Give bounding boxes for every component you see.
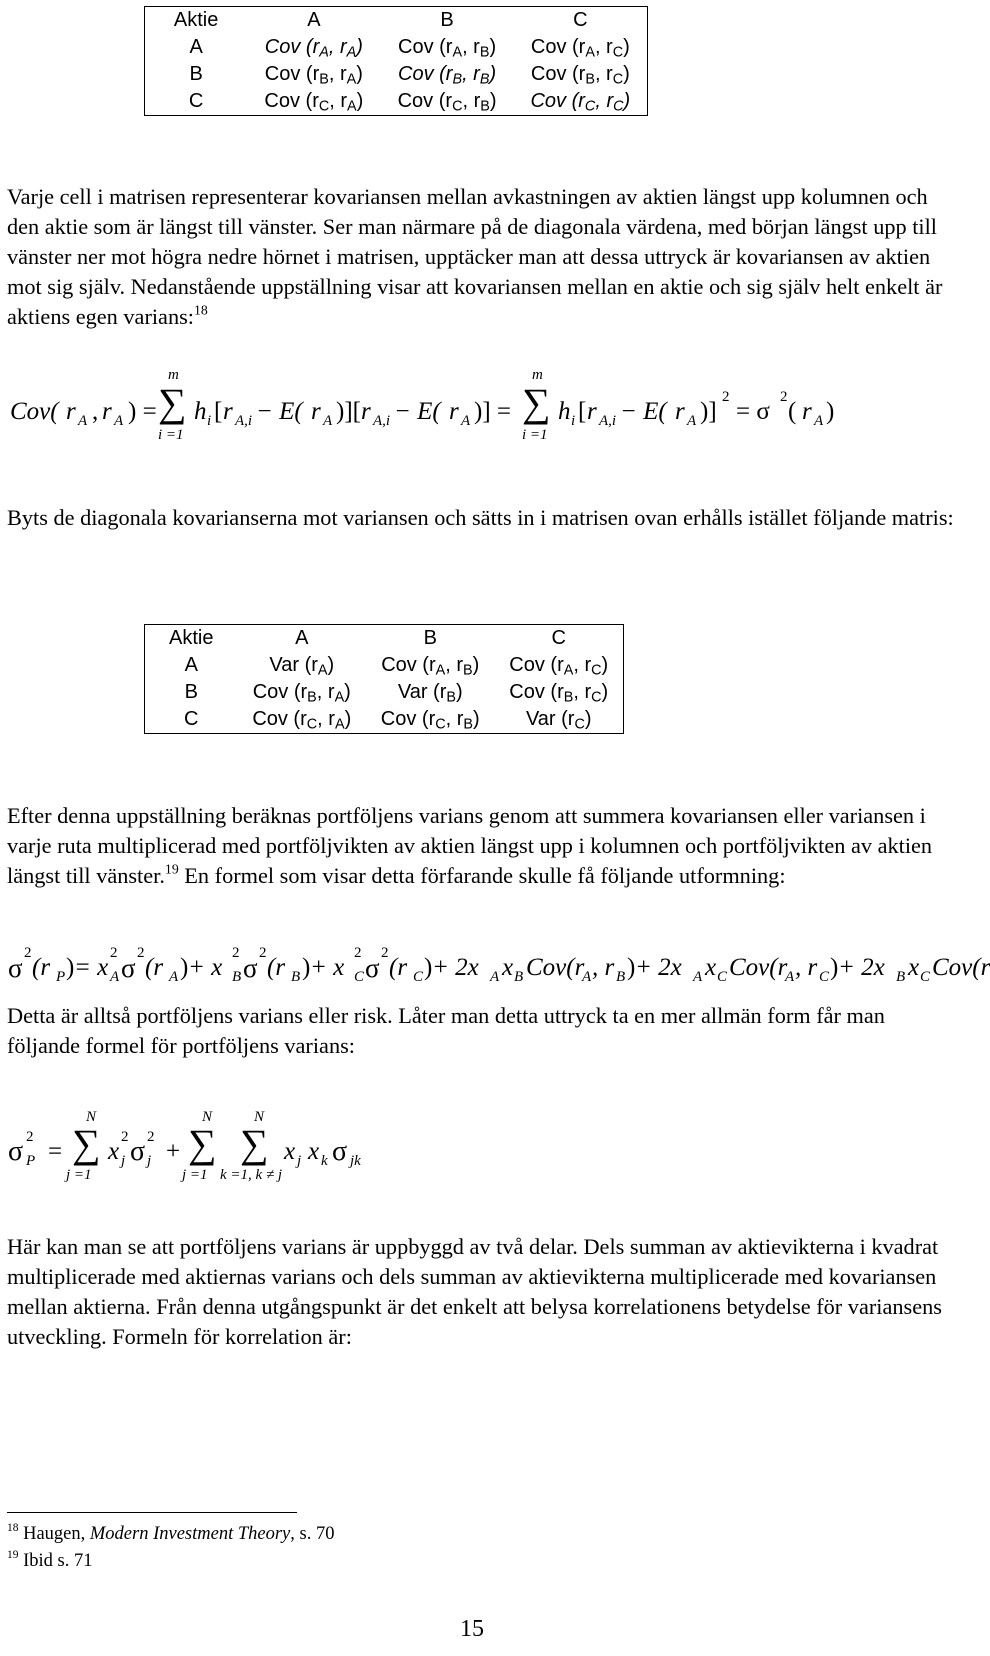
- variance-matrix-table: [144, 624, 624, 734]
- row-label: B: [184, 681, 198, 703]
- table-cell: Cov ($r_B$, $r_A$): [264, 63, 363, 88]
- table-cell: Cov ($r_B$, $r_C$): [530, 63, 630, 88]
- row-label: C: [188, 90, 204, 112]
- table-cell: Cov ($r_A$, $r_C$): [509, 654, 609, 679]
- footnote-ref: 19: [164, 861, 179, 877]
- table-row: [145, 34, 648, 61]
- row-label: A: [184, 654, 198, 676]
- header-cell: Aktie: [169, 627, 214, 649]
- footnote: $^{18}$ Haugen, Modern Investment Theory, s. 70: [7, 1521, 335, 1544]
- header-cell: Aktie: [173, 9, 219, 31]
- row-label: A: [189, 36, 203, 58]
- sum-icon: ∑: [240, 1121, 269, 1166]
- header-cell: B: [440, 9, 454, 31]
- header-cell: A: [307, 9, 321, 31]
- footnote-ref: 18: [193, 302, 208, 318]
- body-paragraph: Här kan man se att portföljens varians är uppbyggd av två delar. Dels summan av aktievikterna i kvadrat multiplicerade med aktiernas varians och dels summan av aktievikterna multiplicerade med kovariansen mellan aktierna. Från denna utgångspunkt är det enkelt att belysa korrelationens betydelse för variansens utveckling. Formeln för korrelation är:: [7, 1234, 942, 1349]
- table-cell: Cov ($r_A$, $r_B$): [381, 654, 480, 679]
- page-number: 15: [460, 1616, 484, 1642]
- table-cell: Cov ($r_A$, $r_B$): [398, 36, 497, 61]
- table-row: [145, 61, 648, 88]
- table-cell: Var $(r_C)$: [525, 708, 592, 733]
- table-row: [145, 706, 624, 734]
- footnote: $^{19}$ Ibid s. 71: [7, 1548, 93, 1571]
- table-cell: Cov ($r_B$, $r_B$): [398, 63, 497, 88]
- body-paragraph: Detta är alltså portföljens varians eller risk. Låter man detta uttryck ta en mer allmän form får man följande formel för portföljens varians:: [7, 1003, 885, 1058]
- header-cell: B: [423, 627, 437, 649]
- table-cell: Cov ($r_A$, $r_C$): [530, 36, 630, 61]
- table-cell: Cov ($r_C$, $r_B$): [380, 708, 480, 733]
- table-cell: Cov ($r_C$, $r_C$): [530, 90, 631, 115]
- covariance-self-formula: Cov( r A , r A ) = m ∑ i =1 h i [ r A,i − E( r A )][ r A,i − E( r A )] = m ∑ i =1 h i [ r A,i − E( r A )] 2 = σ 2 ( r A ): [10, 367, 835, 443]
- table-header-row: [145, 7, 648, 35]
- general-portfolio-variance-formula: σ 2 P = N ∑ j =1 x 2 j σ 2 j + N ∑ j =1 N ∑ k =1, k ≠ j x j x k σ jk: [8, 1109, 361, 1183]
- table-row: [145, 679, 624, 706]
- footnote-separator: [7, 1512, 297, 1513]
- table-cell: Cov ($r_B$, $r_C$): [509, 681, 609, 706]
- header-cell: C: [573, 9, 588, 31]
- table-cell: Cov ($r_C$, $r_A$): [252, 708, 352, 733]
- sum-icon: ∑: [522, 380, 551, 425]
- row-label: B: [189, 63, 203, 85]
- portfolio-variance-formula: σ 2 (r P ) = x 2 A σ 2 (r A ) + x 2 B σ 2 (r B ) + x 2 C σ 2 (r C ) + 2x A x B Cov(r A , r B ) + 2x A x C Cov(r A , r C ) + 2x B x C Cov(r: [8, 945, 990, 985]
- table-cell: Cov ($r_C$, $r_B$): [397, 90, 497, 115]
- sum-icon: ∑: [158, 380, 187, 425]
- table-cell: Cov ($r_C$, $r_A$): [264, 90, 364, 115]
- sum-icon: ∑: [72, 1121, 101, 1166]
- table-cell: Var $(r_B)$: [397, 681, 463, 706]
- body-paragraph: Efter denna uppställning beräknas portföljens varians genom att summera kovariansen eller variansen i varje ruta multiplicerad med portföljvikten av aktien längst upp i kolumnen och portföljvikten av aktien längst till vänster.$^{19}$ En formel som visar detta förfarande skulle få följande utformning:: [7, 803, 933, 888]
- table-row: [145, 88, 648, 116]
- table-cell: Cov ($r_A$, $r_A$): [264, 36, 363, 61]
- table-cell: Cov ($r_B$, $r_A$): [252, 681, 351, 706]
- body-paragraph: Byts de diagonala kovarianserna mot variansen och sätts in i matrisen ovan erhålls istället följande matris:: [7, 505, 954, 530]
- row-label: C: [184, 708, 199, 730]
- table-header-row: [145, 625, 624, 653]
- body-paragraph: Varje cell i matrisen representerar kovariansen mellan avkastningen av aktien längst upp kolumnen och den aktie som är längst till vänster. Ser man närmare på de diagonala värdena, med början längst upp till vänster ner mot högra nedre hörnet i matrisen, upptäcker man att dessa uttryck är kovariansen av aktien mot sig själv. Nedanstående uppställning visar att kovariansen mellan en aktie och sig själv helt enkelt är aktiens egen varians:$^{18}$: [7, 184, 943, 329]
- sum-icon: ∑: [188, 1121, 217, 1166]
- header-cell: A: [295, 627, 309, 649]
- table-row: [145, 652, 624, 679]
- covariance-matrix-table: [144, 6, 648, 116]
- table-cell: Var $(r_A)$: [269, 654, 335, 679]
- header-cell: C: [551, 627, 566, 649]
